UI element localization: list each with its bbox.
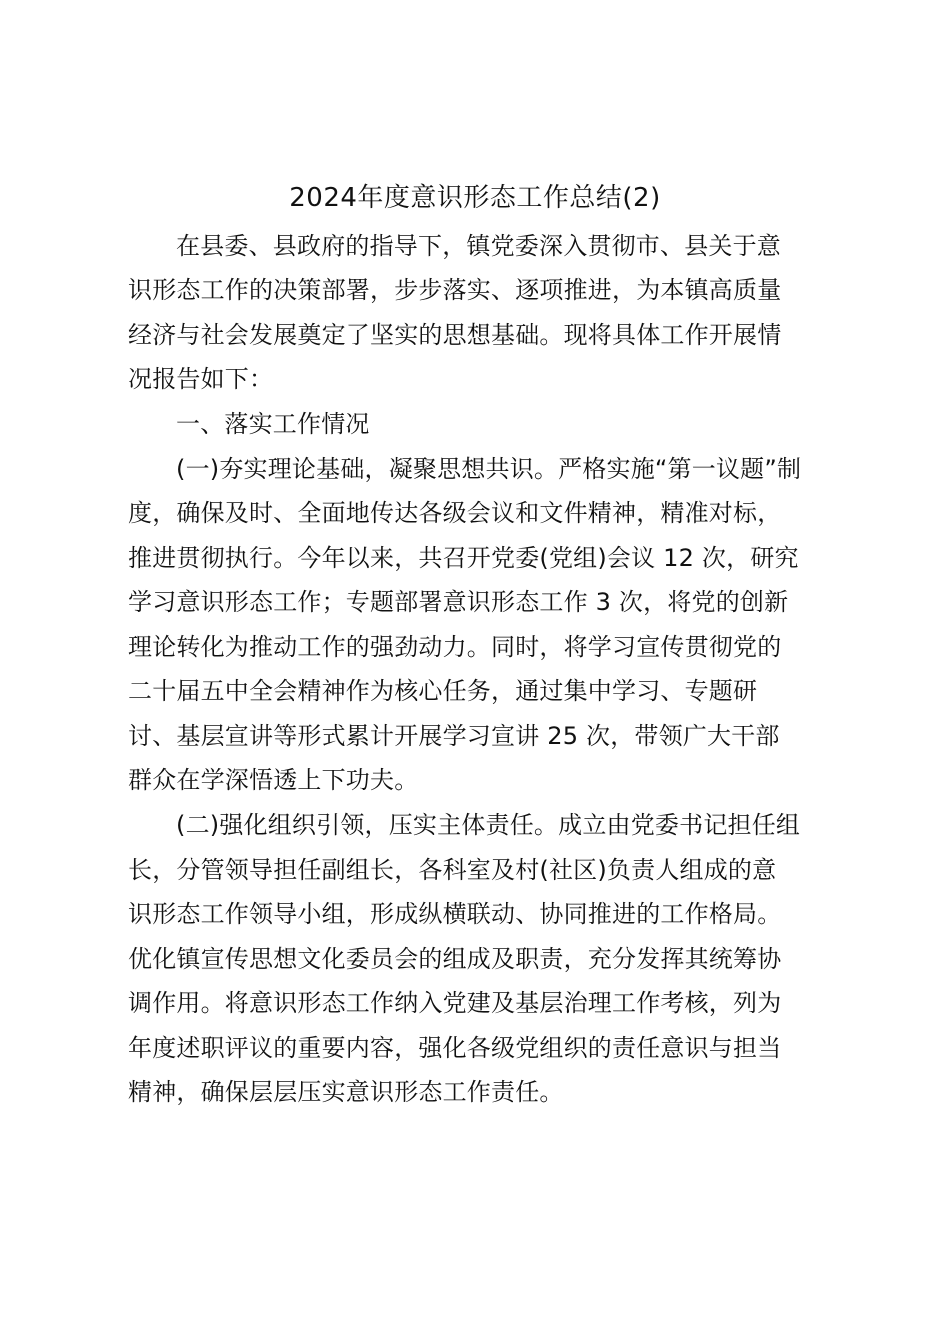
- text-line: (一)夯实理论基础，凝聚思想共识。严格实施“第一议题”制: [176, 455, 802, 483]
- text-line: 群众在学深悟透上下功夫。: [128, 766, 419, 794]
- text-line: 优化镇宣传思想文化委员会的组成及职责，充分发挥其统筹协: [128, 945, 782, 973]
- text-line: 识形态工作领导小组，形成纵横联动、协同推进的工作格局。: [128, 900, 782, 928]
- text-line: 年度述职评议的重要内容，强化各级党组织的责任意识与担当: [128, 1034, 782, 1062]
- text-line: 在县委、县政府的指导下，镇党委深入贯彻市、县关于意: [176, 232, 781, 260]
- text-line: 长，分管领导担任副组长，各科室及村(社区)负责人组成的意: [128, 856, 777, 884]
- text-line: 经济与社会发展奠定了坚实的思想基础。现将具体工作开展情: [128, 321, 782, 349]
- text-line: 推进贯彻执行。今年以来，共召开党委(党组)会议 12 次，研究: [128, 544, 799, 572]
- text-line: 识形态工作的决策部署，步步落实、逐项推进，为本镇高质量: [128, 276, 782, 304]
- text-line: 度，确保及时、全面地传达各级会议和文件精神，精准对标，: [128, 499, 782, 527]
- text-line: 讨、基层宣讲等形式累计开展学习宣讲 25 次，带领广大干部: [128, 722, 780, 750]
- text-line: 况报告如下：: [128, 365, 274, 393]
- text-line: 调作用。将意识形态工作纳入党建及基层治理工作考核，列为: [128, 989, 782, 1017]
- section-heading: 一、落实工作情况: [176, 410, 370, 438]
- text-line: (二)强化组织引领，压实主体责任。成立由党委书记担任组: [176, 811, 801, 839]
- text-line: 理论转化为推动工作的强劲动力。同时，将学习宣传贯彻党的: [128, 633, 782, 661]
- document-title: 2024年度意识形态工作总结(2): [289, 183, 661, 213]
- text-line: 学习意识形态工作；专题部署意识形态工作 3 次，将党的创新: [128, 588, 789, 616]
- text-line: 二十届五中全会精神作为核心任务，通过集中学习、专题研: [128, 677, 758, 705]
- text-line: 精神，确保层层压实意识形态工作责任。: [128, 1078, 564, 1106]
